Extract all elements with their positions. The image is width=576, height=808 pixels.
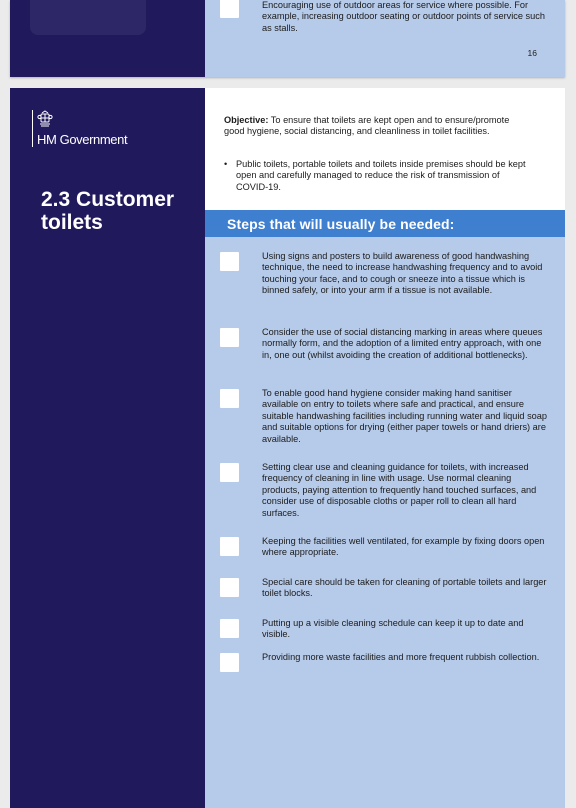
step-checkbox-5[interactable]	[220, 537, 239, 556]
step-checkbox-4[interactable]	[220, 463, 239, 482]
step-checkbox-3[interactable]	[220, 389, 239, 408]
steps-banner	[205, 210, 565, 237]
previous-page	[10, 0, 565, 77]
step-text-6: Special care should be taken for cleaning of portable toilets and larger toilet blocks.	[262, 577, 547, 599]
logo-divider	[32, 110, 33, 147]
bullet-dot: •	[224, 159, 228, 169]
step-checkbox-8[interactable]	[220, 653, 239, 672]
objective-body: To ensure that toilets are kept open and to ensure/promote good hygiene, social distancing, and cleanliness in toilet facilities.	[224, 115, 510, 137]
step-checkbox-1[interactable]	[220, 252, 239, 271]
page-number: 16	[527, 48, 537, 58]
section-title: 2.3 Customer toilets	[41, 188, 175, 234]
previous-page-sidebar	[10, 0, 205, 77]
objective-panel	[205, 88, 565, 210]
step-text-5: Keeping the facilities well ventilated, for example by fixing doors open where appropriate.	[262, 536, 545, 558]
objective-label: Objective:	[224, 115, 269, 125]
steps-heading: Steps that will usually be needed:	[227, 216, 455, 232]
bullet-text: Public toilets, portable toilets and toilets inside premises should be kept open and carefully managed to reduce the risk of transmission of COVID-19.	[236, 159, 526, 192]
objective-text	[224, 115, 529, 138]
step-text-1: Using signs and posters to build awareness of good handwashing technique, the need to increase handwashing frequency and to avoid touching your face, and to cough or sneeze into a tissue which is binned safely, or into your arm if a tissue is not available.	[262, 251, 543, 296]
step-checkbox-2[interactable]	[220, 328, 239, 347]
logo-text: HM Government	[37, 132, 128, 147]
step-text-7: Putting up a visible cleaning schedule can keep it up to date and visible.	[262, 618, 524, 640]
sidebar	[10, 88, 205, 808]
guidance-page	[10, 88, 565, 808]
step-text-8: Providing more waste facilities and more frequent rubbish collection.	[262, 652, 540, 662]
previous-page-content	[205, 0, 565, 77]
step-text-4: Setting clear use and cleaning guidance for toilets, with increased frequency of cleaning in line with usage. Use normal cleaning products, paying attention to frequently hand touched surfaces, and consider use of disposable cloths or paper roll to clean all hard surfaces.	[262, 462, 537, 518]
step-text-2: Consider the use of social distancing marking in areas where queues normally form, and the adoption of a limited entry approach, with one in, one out (whilst avoiding the creation of additional bottlenecks).	[262, 327, 543, 360]
step-text-3: To enable good hand hygiene consider making hand sanitiser available on entry to toilets where safe and practical, and ensure suitable handwashing facilities including running water and liquid soap and suitable options for drying (either paper towels or hand driers) are available.	[262, 388, 547, 444]
step-text: Encouraging use of outdoor areas for service where possible. For example, increasing outdoor seating or outdoor points of service such as stalls.	[262, 0, 545, 33]
content-column	[205, 88, 565, 808]
royal-crest-icon	[37, 110, 53, 127]
step-checkbox-7[interactable]	[220, 619, 239, 638]
step-checkbox-6[interactable]	[220, 578, 239, 597]
step-checkbox[interactable]	[220, 0, 239, 18]
sidebar-decoration	[30, 0, 146, 35]
